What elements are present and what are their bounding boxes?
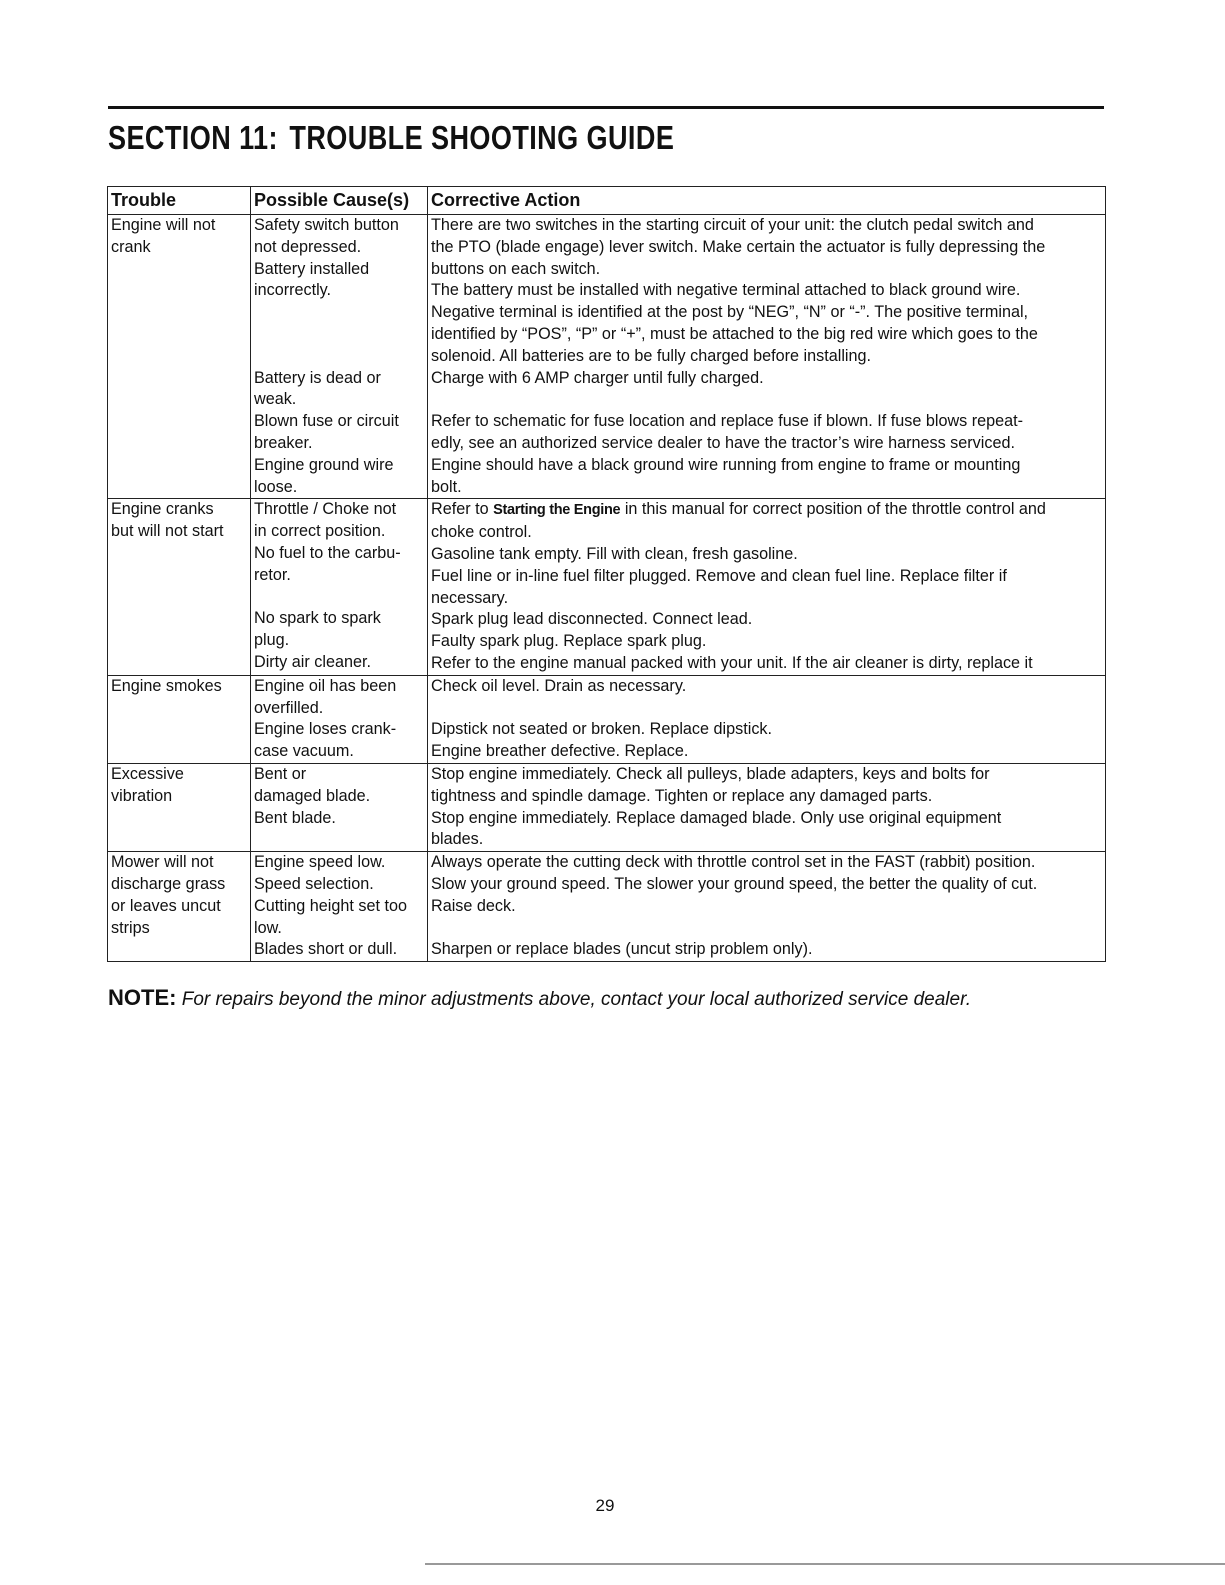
cause-line: retor. [254, 565, 291, 584]
cause-line: Battery installed [254, 259, 370, 278]
section-top-rule [108, 106, 1104, 109]
cause-line: damaged blade. [254, 786, 371, 805]
cause-cell [251, 763, 428, 851]
action-suffix: in this manual for correct position of the throttle control and [620, 500, 1046, 519]
action-line: Refer to the engine manual packed with your unit. If the air cleaner is dirty, replace it [431, 653, 1033, 672]
cause-line: Dirty air cleaner. [254, 652, 371, 671]
trouble-cell [108, 852, 251, 962]
action-spacer [431, 918, 1103, 940]
trouble-cell [108, 675, 251, 763]
header-trouble: Trouble [108, 187, 251, 215]
cause-line: Safety switch button [254, 216, 399, 234]
cause-line: No spark to spark [254, 609, 381, 628]
action-line: Faulty spark plug. Replace spark plug. [431, 632, 707, 651]
trouble-line: Engine will not [111, 216, 216, 234]
action-line: Always operate the cutting deck with throttle control set in the FAST (rabbit) position. [431, 853, 1036, 872]
action-line: Refer to schematic for fuse location and replace fuse if blown. If fuse blows repeat- [431, 412, 1024, 431]
table-row [108, 675, 1106, 763]
cause-line: Blades short or dull. [254, 940, 398, 959]
action-line: the PTO (blade engage) lever switch. Make certain the actuator is fully depressing the [431, 237, 1046, 256]
trouble-line: Engine smokes [111, 676, 222, 695]
service-note [108, 985, 971, 1011]
action-line [431, 499, 1103, 522]
note-text: For repairs beyond the minor adjustments above, contact your local authorized service dealer. [181, 989, 971, 1010]
cause-line: Bent or [254, 764, 307, 783]
trouble-line: Excessive [111, 764, 184, 783]
action-prefix: Refer to [431, 500, 494, 519]
action-line: There are two switches in the starting circuit of your unit: the clutch pedal switch and [431, 216, 1034, 234]
trouble-cell [108, 499, 251, 675]
action-line: edly, see an authorized service dealer to have the tractor’s wire harness serviced. [431, 433, 1015, 452]
table-header-row [108, 187, 1106, 215]
action-line: Negative terminal is identified at the post by “NEG”, “N” or “-”. The positive terminal, [431, 303, 1029, 322]
cause-line: overfilled. [254, 698, 324, 717]
action-line: Check oil level. Drain as necessary. [431, 676, 687, 695]
footer-rule [425, 1563, 1225, 1565]
cause-line: incorrectly. [254, 281, 332, 300]
header-corrective-action: Corrective Action [428, 187, 1106, 215]
trouble-line: or leaves uncut [111, 896, 221, 915]
page-number: 29 [595, 1496, 615, 1515]
action-line: Sharpen or replace blades (uncut strip problem only). [431, 940, 813, 959]
action-line: Engine breather defective. Replace. [431, 742, 689, 761]
starting-the-engine-reference: Starting the Engine [493, 502, 621, 519]
trouble-line: crank [111, 237, 151, 256]
cause-line: Battery is dead or [254, 368, 381, 387]
trouble-line: vibration [111, 786, 173, 805]
table-row [108, 763, 1106, 851]
trouble-line: strips [111, 918, 150, 937]
cause-line: not depressed. [254, 237, 362, 256]
cause-line: loose. [254, 477, 298, 496]
action-line: blades. [431, 830, 484, 849]
note-label: NOTE: [108, 985, 177, 1010]
cause-cell [251, 215, 428, 499]
header-possible-causes: Possible Cause(s) [251, 187, 428, 215]
action-line: Raise deck. [431, 896, 516, 915]
cause-cell [251, 499, 428, 675]
trouble-cell [108, 763, 251, 851]
action-spacer [431, 389, 1103, 411]
action-line: choke control. [431, 523, 532, 542]
action-cell [428, 675, 1106, 763]
action-line: buttons on each switch. [431, 259, 601, 278]
cause-line: weak. [254, 390, 297, 409]
section-title-text: TROUBLE SHOOTING GUIDE [289, 119, 675, 156]
section-number: SECTION 11: [108, 119, 278, 156]
table-row [108, 852, 1106, 962]
action-line: Engine should have a black ground wire running from engine to frame or mounting [431, 455, 1021, 474]
action-line: Spark plug lead disconnected. Connect lead. [431, 610, 753, 629]
action-cell [428, 763, 1106, 851]
cause-line: Engine oil has been [254, 676, 397, 695]
cause-line: No fuel to the carbu- [254, 543, 401, 562]
cause-spacer [254, 324, 425, 346]
action-spacer [431, 698, 1103, 720]
cause-line: Throttle / Choke not [254, 500, 397, 519]
trouble-line: discharge grass [111, 874, 226, 893]
cause-cell [251, 852, 428, 962]
action-line: necessary. [431, 588, 509, 607]
action-line: Gasoline tank empty. Fill with clean, fresh gasoline. [431, 544, 798, 563]
trouble-line: but will not start [111, 522, 224, 541]
action-cell [428, 499, 1106, 675]
cause-spacer [254, 587, 425, 609]
action-line: Stop engine immediately. Replace damaged blade. Only use original equipment [431, 808, 1002, 827]
table-row [108, 499, 1106, 675]
action-line: Dipstick not seated or broken. Replace dipstick. [431, 720, 773, 739]
trouble-line: Mower will not [111, 853, 214, 872]
cause-line: Bent blade. [254, 808, 336, 827]
cause-spacer [254, 302, 425, 324]
cause-line: Blown fuse or circuit [254, 412, 399, 431]
action-cell [428, 852, 1106, 962]
action-line: The battery must be installed with negative terminal attached to black ground wire. [431, 281, 1021, 300]
action-line: Fuel line or in-line fuel filter plugged. Remove and clean fuel line. Replace filter if [431, 566, 1007, 585]
cause-line: plug. [254, 631, 290, 650]
action-line: solenoid. All batteries are to be fully charged before installing. [431, 346, 872, 365]
action-cell [428, 215, 1106, 499]
cause-spacer [254, 346, 425, 368]
cause-line: low. [254, 918, 282, 937]
table-row [108, 215, 1106, 499]
cause-line: Speed selection. [254, 874, 374, 893]
cause-line: case vacuum. [254, 742, 354, 761]
action-line: tightness and spindle damage. Tighten or replace any damaged parts. [431, 786, 933, 805]
cause-line: Cutting height set too [254, 896, 407, 915]
cause-line: in correct position. [254, 522, 386, 541]
action-line: bolt. [431, 477, 462, 496]
cause-line: Engine loses crank- [254, 720, 397, 739]
action-line: Charge with 6 AMP charger until fully charged. [431, 368, 764, 387]
action-line: Slow your ground speed. The slower your ground speed, the better the quality of cut. [431, 874, 1038, 893]
cause-line: Engine ground wire [254, 455, 394, 474]
cause-line: breaker. [254, 433, 313, 452]
action-line: identified by “POS”, “P” or “+”, must be attached to the big red wire which goes to the [431, 324, 1038, 343]
trouble-line: Engine cranks [111, 500, 214, 519]
section-title [108, 117, 674, 159]
cause-cell [251, 675, 428, 763]
action-line: Stop engine immediately. Check all pulleys, blade adapters, keys and bolts for [431, 764, 990, 783]
trouble-cell [108, 215, 251, 499]
trouble-shooting-table [107, 186, 1106, 962]
cause-line: Engine speed low. [254, 853, 386, 872]
